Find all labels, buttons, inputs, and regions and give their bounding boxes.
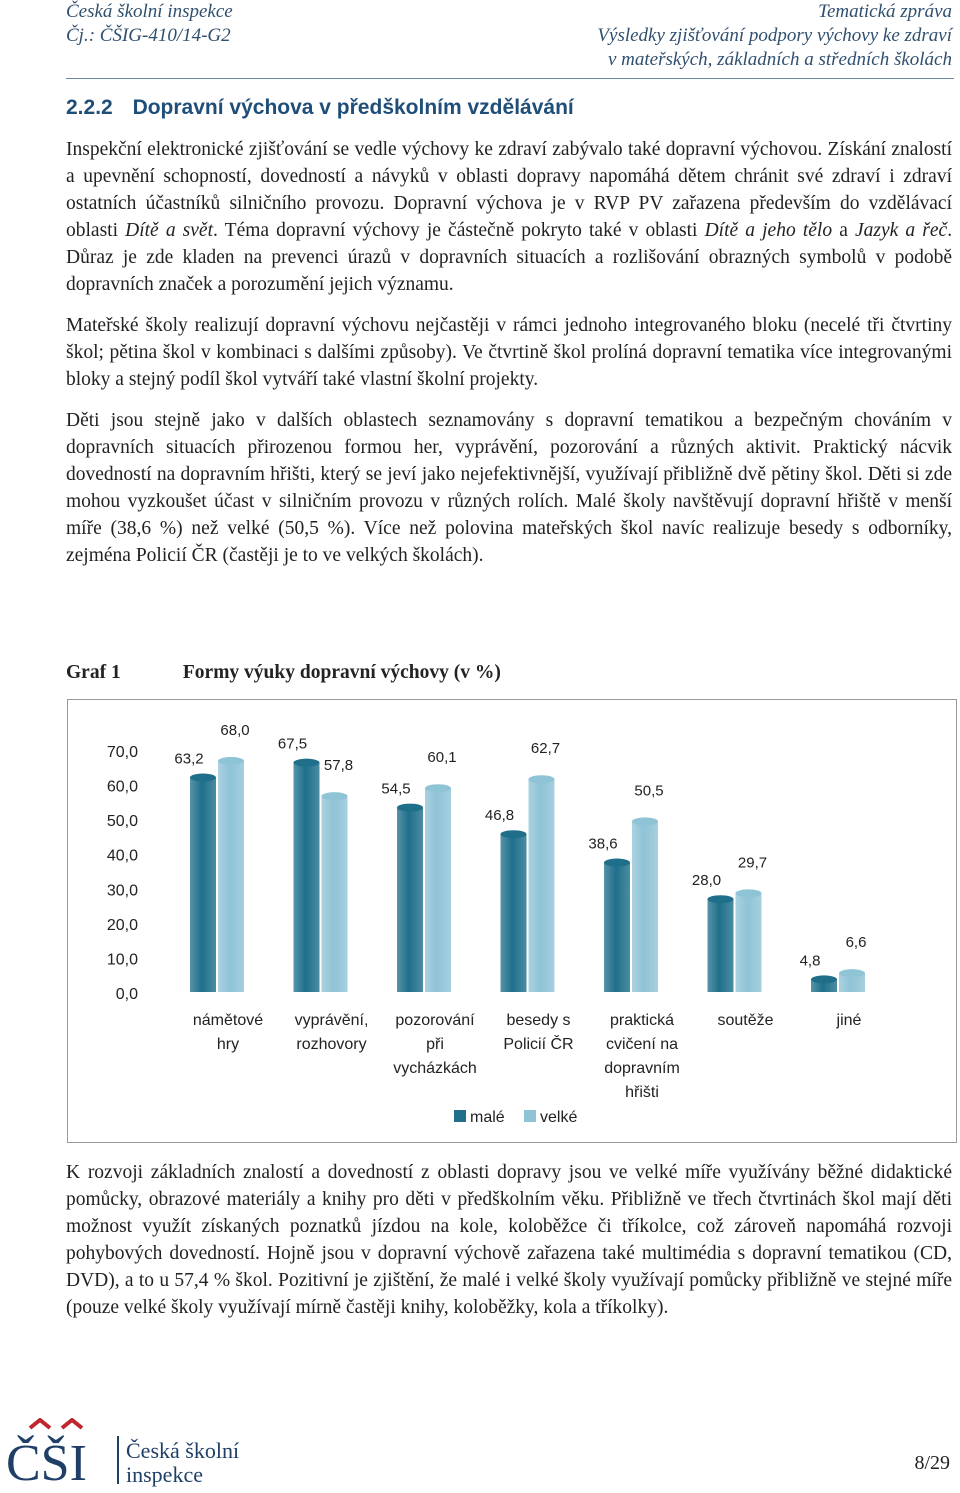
bar-cap (190, 774, 216, 782)
x-tick-label: námětové (192, 1012, 264, 1029)
p1-text-a: Inspekční elektronické zjišťování se vedle výchovy ke zdraví zabývalo také dopravní výchovou. Získání znalostí a upevnění schopností, dovedností a návyků v oblasti dopravy napomáhá dětem chránit své zdraví i zdraví ostatních účastníků silničního provozu. Dopravní výchova je v RVP PV zařazena především do vzdělávací oblasti (66, 139, 952, 241)
paragraph-1 (66, 136, 952, 298)
data-label: 63,2 (174, 750, 204, 768)
bar-malé-0 (190, 778, 216, 992)
bar-cap (322, 792, 348, 800)
x-tick-label: Policií ČR (503, 1036, 574, 1053)
bar-cap (811, 975, 837, 983)
bar-cap (708, 895, 734, 903)
bar-velké-0 (218, 761, 244, 992)
p1-text-b: . Téma dopravní výchovy je částečně pokryto také v oblasti (213, 220, 705, 241)
page-number: 8/29 (914, 1452, 950, 1474)
p1-emphasis-1: Dítě a svět (125, 220, 214, 241)
paragraph-3: Děti jsou stejně jako v dalších oblastech seznamovány s dopravní tematikou a bezpečným chováním v dopravních situacích přirozenou formou her, vyprávění, pozorování a různých aktivit. Praktický nácvik dovedností na dopravním hřišti, který se jeví jako nejefektivnější, využívají přibližně dvě pětiny škol. Děti si zde mohou vyzkoušet účast v silničním provozu v různých rolích. Malé školy navštěvují dopravní hřiště v menší míře (38,6 %) než velké (50,5 %). Více než polovina mateřských škol navíc realizuje besedy s odborníky, zejména Policií ČR (častěji je to ve velkých školách). (66, 410, 952, 566)
section-title: Dopravní výchova v předškolním vzdělávání (132, 96, 574, 119)
bar-cap (501, 830, 527, 838)
p1-text-c: a (832, 220, 855, 241)
graph-title: Formy výuky dopravní výchovy (v %) (182, 662, 501, 683)
data-label: 28,0 (691, 872, 722, 890)
y-tick-label: 70,0 (106, 744, 138, 761)
header-left (66, 0, 233, 48)
logo-name-line1: Česká školní (126, 1438, 240, 1463)
bar-cap (604, 859, 630, 867)
x-tick-label: vycházkách (393, 1060, 477, 1077)
section-heading (66, 96, 574, 120)
x-tick-label: hry (216, 1036, 240, 1053)
data-label: 4,8 (799, 952, 821, 970)
x-tick-label: soutěže (717, 1012, 774, 1029)
y-tick-label: 20,0 (106, 916, 138, 934)
body-text-upper (66, 136, 952, 583)
x-tick-label: cvičení na (605, 1036, 679, 1053)
y-tick-label: 0,0 (115, 986, 138, 1003)
bar-cap (839, 969, 865, 977)
y-tick-label: 50,0 (106, 813, 138, 831)
y-tick-label: 30,0 (106, 882, 138, 900)
logo-caron-mark (30, 1420, 50, 1428)
x-tick-label: vyprávění, (294, 1012, 369, 1029)
x-tick-label: hřišti (625, 1084, 659, 1101)
p1-text-d: . Důraz je zde kladen na prevenci úrazů v dopravních situacích a rozlišování obrazných symbolů v podobě dopravních značek a porozumění jejich významu. (66, 220, 953, 295)
graph-label: Graf 1 (66, 662, 121, 683)
data-label: 54,5 (381, 780, 411, 798)
bar-velké-4 (632, 821, 658, 992)
bar-malé-5 (708, 899, 734, 992)
header-divider (66, 78, 954, 79)
bar-velké-1 (322, 796, 348, 992)
bar-malé-3 (501, 834, 527, 992)
bar-velké-2 (425, 788, 451, 992)
x-tick-label: jiné (836, 1012, 862, 1029)
y-tick-label: 40,0 (106, 847, 138, 865)
x-tick-label: rozhovory (296, 1036, 367, 1053)
csi-logo (4, 1418, 264, 1488)
data-label: 60,1 (427, 749, 457, 767)
legend-swatch (454, 1110, 466, 1122)
chart-frame (67, 699, 957, 1143)
data-label: 46,8 (484, 807, 515, 825)
p1-emphasis-2: Dítě a jeho tělo (704, 220, 833, 241)
x-tick-label: pozorování (395, 1012, 475, 1029)
paragraph-4: K rozvoji základních znalostí a dovedností z oblasti dopravy jsou ve velké míře využívány běžné didaktické pomůcky, obrazové materiály a knihy pro děti v předškolním věku. Přibližně ve třech čtvrtinách škol mají děti možnost využít získaných poznatků jízdou na kole, koloběžce či tříkolce, což zároveň napomáhá rozvoji pohybových dovedností. Hojně jsou v dopravní výchově zařazena také multimédia s dopravní tematikou (CD, DVD), a to u 57,4 % škol. Pozitivní je zjištění, že malé i velké školy využívají pomůcky přibližně ve stejné míře (pouze velké školy využívají mírně častěji knihy, koloběžky, kola a tříkolky). (66, 1162, 952, 1318)
paragraph-2: Mateřské školy realizují dopravní výchovu nejčastěji v rámci jednoho integrovaného bloku (necelé tři čtvrtiny škol; pětina škol v kombinaci s dalšími způsoby). Ve čtvrtině škol prolíná dopravní tematika více integrovanými bloky a stejný podíl škol vytváří také vlastní školní projekty. (66, 315, 952, 390)
data-label: 38,6 (588, 835, 618, 853)
logo-letters: ČŠI (6, 1435, 87, 1488)
logo-name-line2: inspekce (126, 1462, 203, 1487)
bar-velké-3 (529, 779, 555, 992)
body-text-lower (66, 1159, 952, 1335)
data-label: 57,8 (323, 757, 354, 775)
header-org: Česká školní inspekce (66, 1, 233, 22)
bar-malé-2 (397, 808, 423, 992)
header-report-type: Tematická zpráva (818, 1, 952, 22)
header-right (597, 0, 952, 72)
p1-emphasis-3: Jazyk a řeč (854, 220, 948, 241)
bar-cap (294, 759, 320, 767)
y-tick-label: 60,0 (106, 778, 138, 796)
data-label: 62,7 (530, 740, 561, 758)
header-report-title: Výsledky zjišťování podpory výchovy ke zdraví (597, 25, 952, 46)
x-tick-label: dopravním (604, 1060, 680, 1077)
section-number: 2.2.2 (66, 96, 113, 119)
legend-swatch (524, 1110, 536, 1122)
bar-chart (68, 700, 956, 1142)
bar-cap (425, 784, 451, 792)
data-label: 67,5 (277, 735, 308, 753)
x-tick-label: besedy s (506, 1012, 571, 1029)
bar-cap (736, 889, 762, 897)
header-ref-number: Čj.: ČŠIG-410/14-G2 (66, 25, 231, 46)
data-label: 68,0 (220, 721, 250, 739)
legend-label: velké (540, 1109, 578, 1126)
logo-caron-mark-2 (62, 1420, 82, 1428)
bar-cap (529, 775, 555, 783)
header-report-subtitle: v mateřských, základních a středních školách (607, 49, 952, 70)
data-label: 6,6 (845, 934, 867, 952)
bar-cap (632, 817, 658, 825)
x-tick-label: při (426, 1036, 444, 1053)
graph-caption (66, 662, 501, 684)
data-label: 29,7 (737, 854, 768, 872)
y-tick-label: 10,0 (106, 951, 138, 969)
data-label: 50,5 (634, 782, 664, 800)
bar-malé-4 (604, 863, 630, 992)
bar-velké-5 (736, 893, 762, 992)
bar-malé-1 (294, 763, 320, 992)
legend-label: malé (470, 1109, 505, 1126)
bar-cap (397, 804, 423, 812)
bar-cap (218, 757, 244, 765)
x-tick-label: praktická (609, 1012, 675, 1029)
